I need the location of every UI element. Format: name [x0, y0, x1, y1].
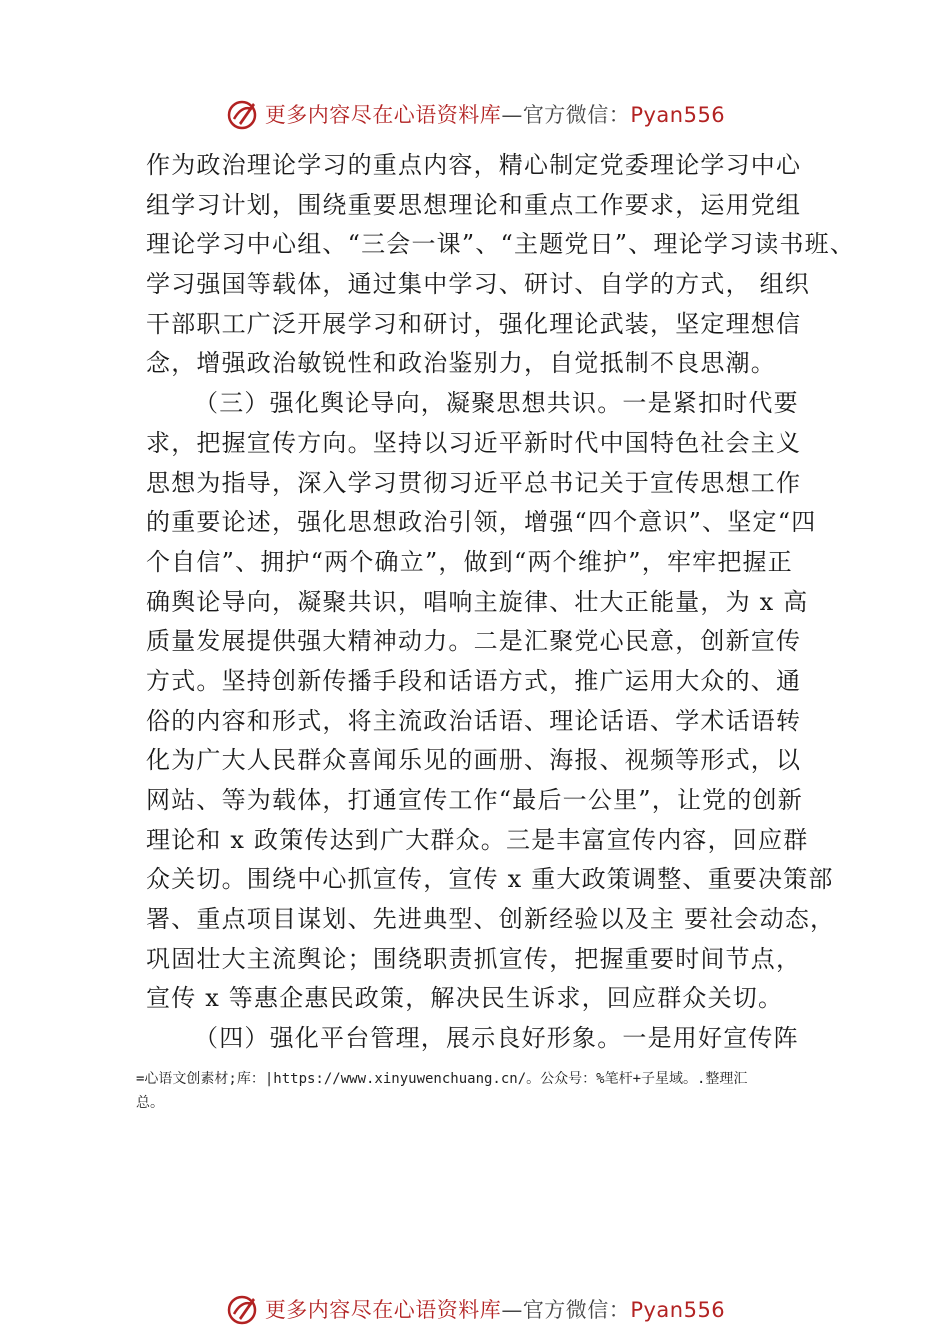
document-body — [146, 146, 856, 1059]
body-line: 宣传 x 等惠企惠民政策，解决民生诉求，回应群众关切。 — [146, 984, 784, 1013]
section-heading-line: （三）强化舆论导向，凝聚思想共识。一是紧扣时代要 — [194, 389, 799, 418]
pen-swirl-logo-icon — [225, 97, 259, 131]
pen-swirl-logo-icon — [225, 1292, 259, 1326]
body-line: 求，把握宣传方向。坚持以习近平新时代中国特色社会主义 — [146, 428, 802, 457]
banner-wechat-id: Pyan556 — [630, 103, 726, 127]
footnote — [136, 1067, 836, 1115]
banner-text — [265, 99, 725, 129]
banner-title: 更多内容尽在心语资料库 — [264, 1298, 502, 1322]
banner-title: 更多内容尽在心语资料库 — [264, 103, 502, 127]
body-line: 网站、等为载体，打通宣传工作“最后一公里”，让党的创新 — [146, 786, 803, 814]
footnote-line: 总。 — [136, 1095, 164, 1111]
section-heading-line: （四）强化平台管理，展示良好形象。一是用好宣传阵 — [194, 1024, 799, 1053]
banner-separator: — — [501, 1298, 523, 1322]
body-line: 学习强国等载体，通过集中学习、研讨、自学的方式， 组织 — [146, 270, 811, 299]
body-line: 念，增强政治敏锐性和政治鉴别力，自觉抵制不良思潮。 — [146, 349, 776, 378]
footnote-line: =心语文创素材;库：|https://www.xinyuwenchuang.cn/。公众号：%笔杆+子星域。.整理汇 — [136, 1071, 748, 1087]
banner-separator: — — [501, 103, 523, 127]
banner-wechat-id: Pyan556 — [630, 1298, 726, 1322]
banner-official-label: 官方微信： — [522, 1298, 631, 1322]
body-line: 署、重点项目谋划、先进典型、创新经验以及主 要社会动态， — [146, 905, 836, 934]
body-line: 理论学习中心组、“三会一课”、“主题党日”、理论学习读书班、 — [146, 230, 856, 259]
footer-banner — [0, 1289, 950, 1329]
body-line: 俗的内容和形式，将主流政治话语、理论话语、学术话语转 — [146, 706, 802, 735]
body-line: 干部职工广泛开展学习和研讨，强化理论武装，坚定理想信 — [146, 309, 802, 338]
body-line: 的重要论述，强化思想政治引领，增强“四个意识”、坚定“四 — [146, 508, 817, 537]
body-line: 理论和 x 政策传达到广大群众。三是丰富宣传内容，回应群 — [146, 825, 809, 854]
body-line: 作为政治理论学习的重点内容，精心制定党委理论学习中心 — [146, 151, 802, 179]
body-line: 方式。坚持创新传播手段和话语方式，推广运用大众的、通 — [146, 666, 802, 695]
body-line: 组学习计划，围绕重要思想理论和重点工作要求，运用党组 — [146, 190, 802, 219]
body-line: 确舆论导向，凝聚共识，唱响主旋律、壮大正能量，为 x 高 — [146, 587, 809, 616]
body-line: 巩固壮大主流舆论；围绕职责抓宣传，把握重要时间节点， — [146, 944, 802, 973]
body-line: 个自信”、拥护“两个确立”，做到“两个维护”，牢牢把握正 — [146, 547, 793, 576]
body-line: 思想为指导，深入学习贯彻习近平总书记关于宣传思想工作 — [146, 468, 802, 497]
body-line: 众关切。围绕中心抓宣传，宣传 x 重大政策调整、重要决策部 — [146, 865, 834, 894]
header-banner — [0, 94, 950, 134]
banner-official-label: 官方微信： — [522, 103, 631, 127]
body-line: 质量发展提供强大精神动力。二是汇聚党心民意，创新宣传 — [146, 627, 802, 656]
banner-text — [265, 1294, 725, 1324]
body-line: 化为广大人民群众喜闻乐见的画册、海报、视频等形式，以 — [146, 746, 802, 775]
